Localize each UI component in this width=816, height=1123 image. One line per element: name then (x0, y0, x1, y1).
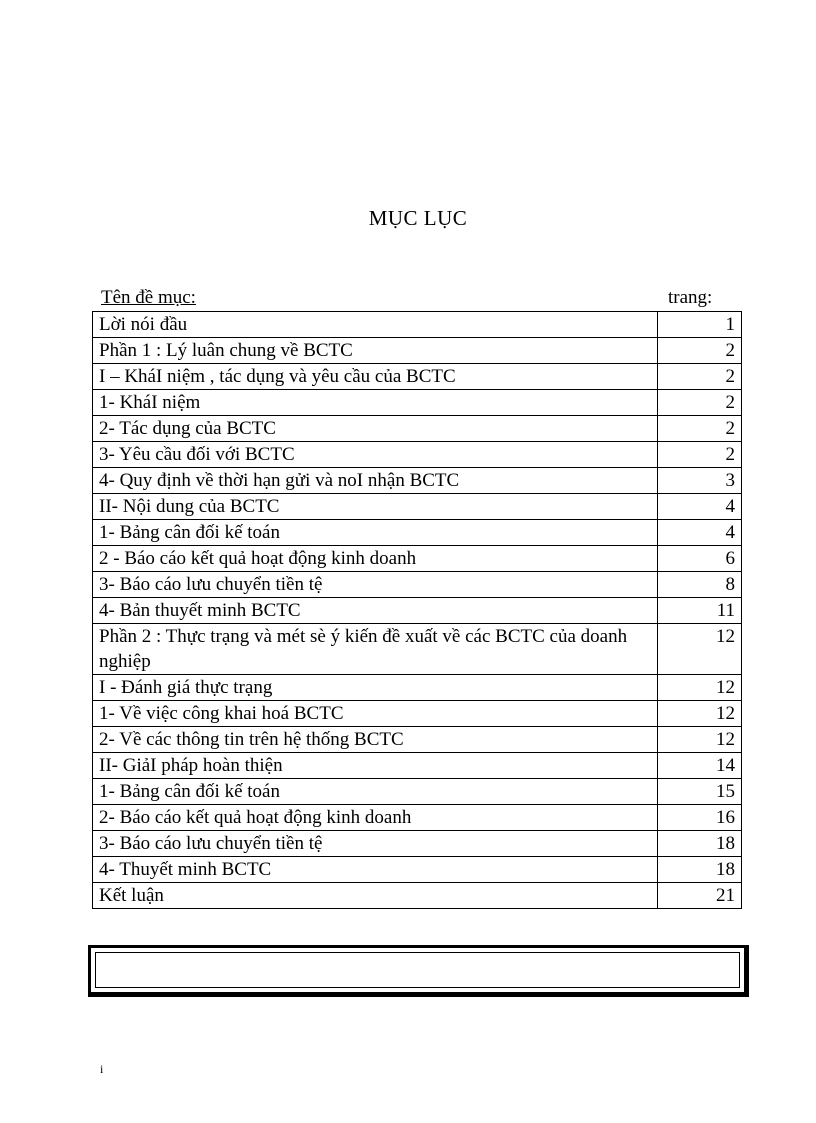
toc-entry-page: 2 (658, 364, 742, 390)
toc-entry-label: Phần 1 : Lý luân chung về BCTC (93, 338, 658, 364)
toc-entry-page: 16 (658, 805, 742, 831)
table-row (93, 364, 742, 390)
bordered-box-inner (95, 952, 740, 988)
toc-entry-label: I - Đánh giá thực trạng (93, 675, 658, 701)
table-row (93, 727, 742, 753)
toc-entry-page: 15 (658, 779, 742, 805)
toc-entry-page: 21 (658, 883, 742, 909)
toc-entry-page: 12 (658, 701, 742, 727)
table-row (93, 883, 742, 909)
toc-entry-label: 1- Về việc công khai hoá BCTC (93, 701, 658, 727)
toc-entry-label: 3- Báo cáo lưu chuyển tiền tệ (93, 831, 658, 857)
toc-entry-label: 1- KháI niệm (93, 390, 658, 416)
toc-entry-page: 11 (658, 598, 742, 624)
toc-entry-page: 2 (658, 338, 742, 364)
table-row (93, 416, 742, 442)
table-row (93, 753, 742, 779)
toc-entry-label: 4- Bản thuyết minh BCTC (93, 598, 658, 624)
toc-entry-label: Kết luận (93, 883, 658, 909)
toc-entry-label: 4- Quy định về thời hạn gửi và noI nhận BCTC (93, 468, 658, 494)
table-row (93, 468, 742, 494)
table-row (93, 572, 742, 598)
toc-entry-page: 2 (658, 442, 742, 468)
table-row (93, 520, 742, 546)
toc-entry-page: 4 (658, 494, 742, 520)
toc-entry-page: 12 (658, 624, 742, 675)
toc-entry-page: 8 (658, 572, 742, 598)
toc-entry-page: 18 (658, 831, 742, 857)
table-row (93, 857, 742, 883)
toc-entry-page: 2 (658, 416, 742, 442)
toc-entry-label: 1- Bảng cân đối kế toán (93, 520, 658, 546)
toc-entry-page: 4 (658, 520, 742, 546)
page-title: MỤC LỤC (368, 206, 468, 230)
toc-entry-page: 1 (658, 312, 742, 338)
toc-entry-page: 14 (658, 753, 742, 779)
toc-entry-page: 2 (658, 390, 742, 416)
toc-header-page: trang: (668, 287, 713, 308)
toc-entry-page: 12 (658, 727, 742, 753)
table-row (93, 312, 742, 338)
toc-entry-page: 6 (658, 546, 742, 572)
page-footnote: i (100, 1062, 104, 1076)
toc-entry-label: 4- Thuyết minh BCTC (93, 857, 658, 883)
table-row (93, 494, 742, 520)
table-row (93, 701, 742, 727)
toc-header-section: Tên đề mục: (101, 287, 196, 308)
toc-entry-label: Phần 2 : Thực trạng và mét sè ý kiến đề xuất về các BCTC của doanh nghiệp (93, 624, 658, 675)
toc-entry-label: II- GiảI pháp hoàn thiện (93, 753, 658, 779)
toc-table (92, 311, 742, 909)
toc-entry-label: 2- Báo cáo kết quả hoạt động kinh doanh (93, 805, 658, 831)
table-row (93, 831, 742, 857)
table-row (93, 546, 742, 572)
toc-entry-label: 1- Bảng cân đối kế toán (93, 779, 658, 805)
toc-entry-label: 3- Yêu cầu đối với BCTC (93, 442, 658, 468)
table-row (93, 598, 742, 624)
toc-entry-label: 3- Báo cáo lưu chuyển tiền tệ (93, 572, 658, 598)
toc-entry-label: II- Nội dung của BCTC (93, 494, 658, 520)
toc-entry-page: 3 (658, 468, 742, 494)
toc-entry-label: I – KháI niệm , tác dụng và yêu cầu của BCTC (93, 364, 658, 390)
table-row (93, 390, 742, 416)
table-row (93, 805, 742, 831)
toc-entry-label: 2- Về các thông tin trên hệ thống BCTC (93, 727, 658, 753)
table-row (93, 624, 742, 675)
toc-entry-page: 12 (658, 675, 742, 701)
toc-entry-label: Lời nói đầu (93, 312, 658, 338)
table-row (93, 779, 742, 805)
table-row (93, 675, 742, 701)
table-row (93, 338, 742, 364)
toc-entry-page: 18 (658, 857, 742, 883)
table-row (93, 442, 742, 468)
bordered-box (88, 945, 749, 997)
toc-entry-label: 2- Tác dụng của BCTC (93, 416, 658, 442)
toc-entry-label: 2 - Báo cáo kết quả hoạt động kinh doanh (93, 546, 658, 572)
